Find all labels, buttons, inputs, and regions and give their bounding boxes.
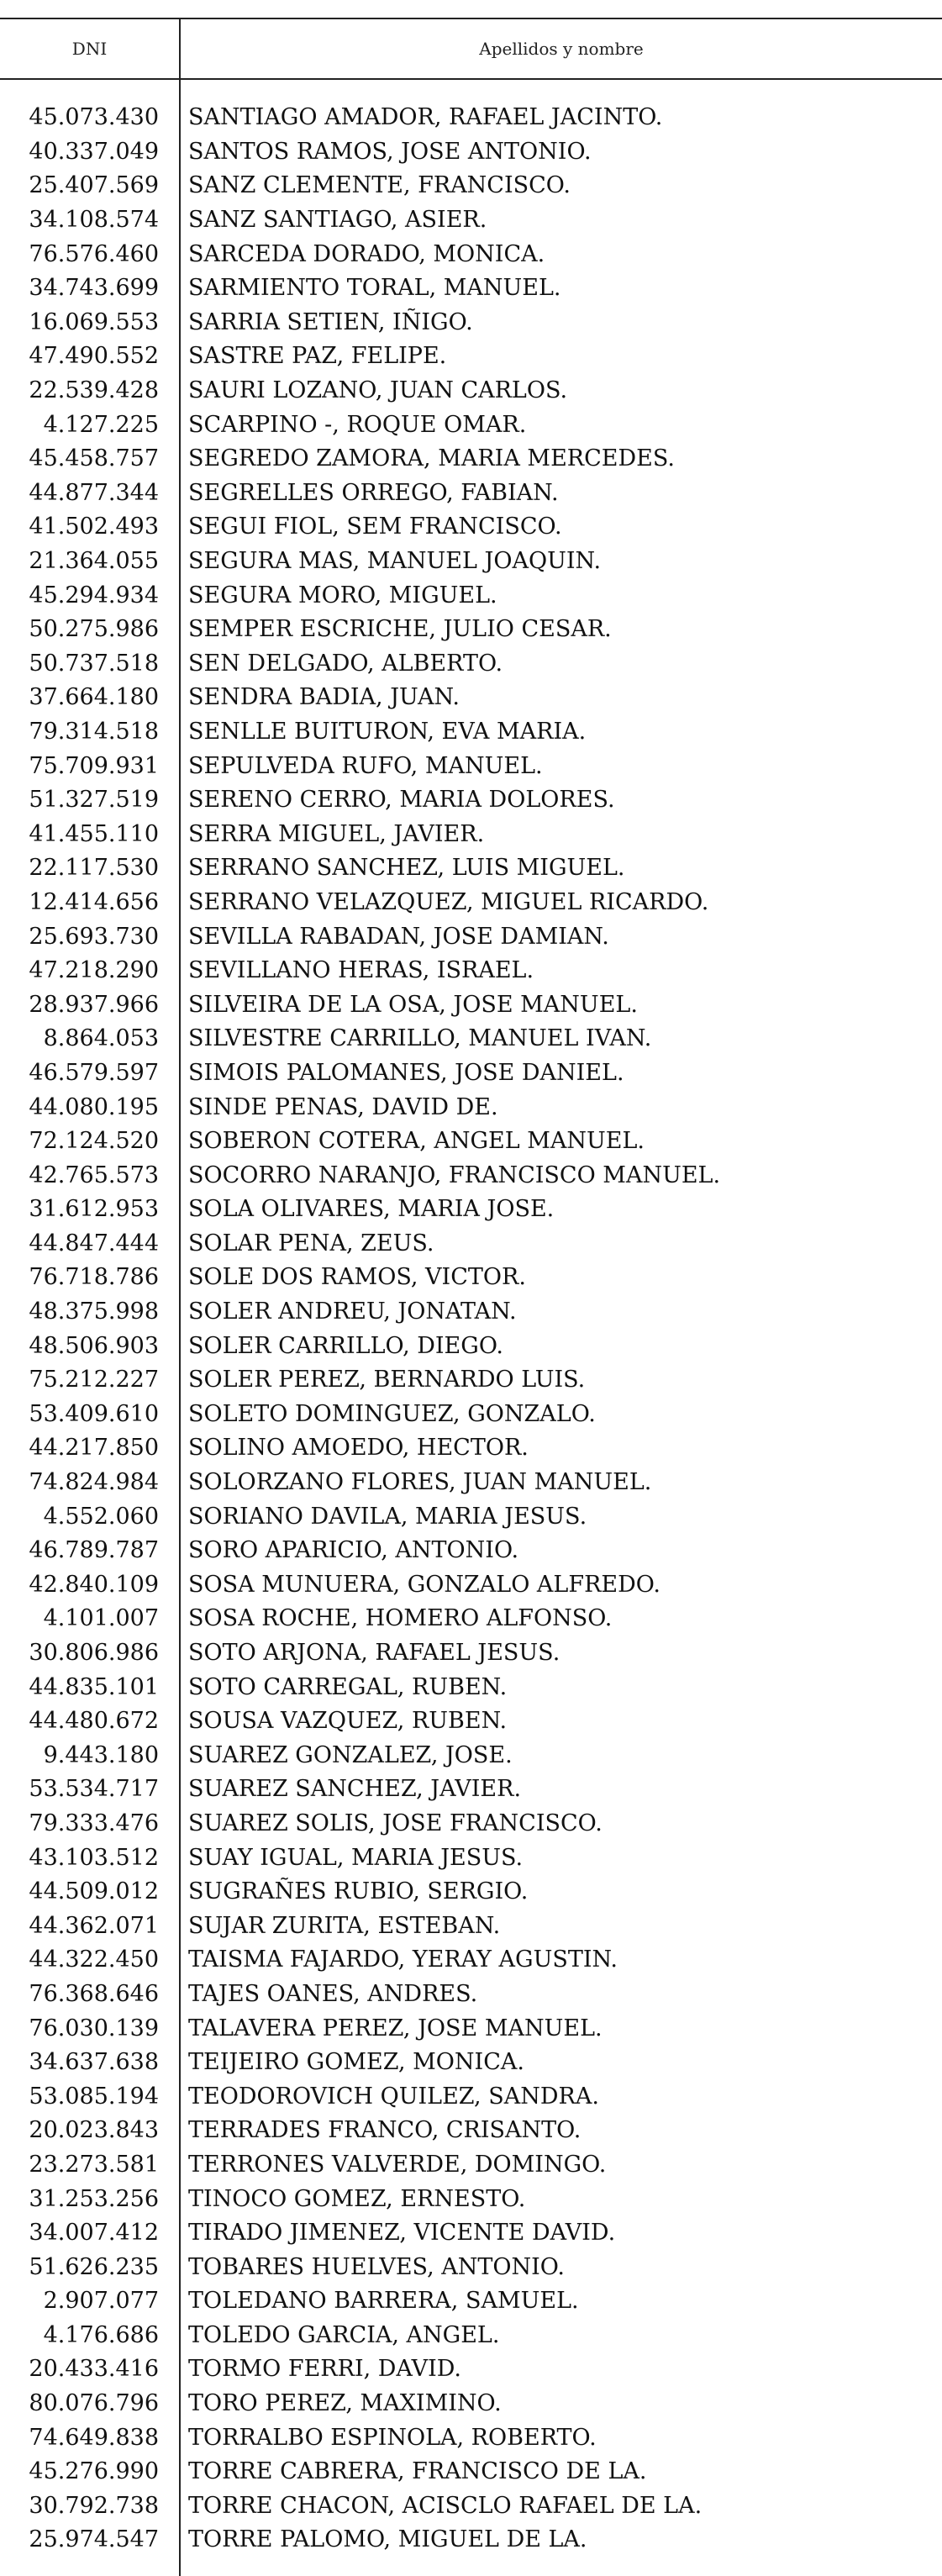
table-row xyxy=(0,2046,942,2080)
table-row xyxy=(0,1158,942,1193)
row-name: TORRE CABRERA, FRANCISCO DE LA. xyxy=(188,2458,647,2485)
table-row xyxy=(0,1022,942,1056)
table-body xyxy=(0,101,942,2558)
table-header-rule xyxy=(0,78,942,80)
table-row xyxy=(0,681,942,715)
header-dni: DNI xyxy=(71,38,108,59)
table-row xyxy=(0,408,942,442)
row-dni: 4.552.060 xyxy=(43,1503,159,1530)
row-name: SERENO CERRO, MARIA DOLORES. xyxy=(188,787,615,814)
table-row xyxy=(0,886,942,920)
row-dni: 51.327.519 xyxy=(29,787,159,814)
row-dni: 76.030.139 xyxy=(29,2015,159,2041)
table-row xyxy=(0,1739,942,1773)
row-dni: 48.375.998 xyxy=(29,1299,159,1325)
row-name: SORIANO DAVILA, MARIA JESUS. xyxy=(188,1503,587,1530)
row-name: SUAREZ SANCHEZ, JAVIER. xyxy=(188,1776,522,1803)
table-row xyxy=(0,613,942,647)
row-dni: 30.792.738 xyxy=(29,2492,159,2519)
table-row xyxy=(0,1807,942,1841)
row-dni: 4.101.007 xyxy=(43,1605,159,1632)
row-dni: 25.407.569 xyxy=(29,172,159,199)
row-dni: 45.294.934 xyxy=(29,582,159,608)
row-dni: 22.117.530 xyxy=(29,855,159,882)
row-name: SILVEIRA DE LA OSA, JOSE MANUEL. xyxy=(188,991,638,1018)
row-name: SEPULVEDA RUFO, MANUEL. xyxy=(188,752,543,779)
row-dni: 31.612.953 xyxy=(29,1196,159,1223)
row-name: TOBARES HUELVES, ANTONIO. xyxy=(188,2253,565,2280)
row-name: SANZ CLEMENTE, FRANCISCO. xyxy=(188,172,571,199)
table-row xyxy=(0,851,942,886)
row-dni: 44.217.850 xyxy=(29,1435,159,1462)
table-row xyxy=(0,817,942,851)
row-dni: 48.506.903 xyxy=(29,1332,159,1359)
row-dni: 74.824.984 xyxy=(29,1469,159,1496)
table-row xyxy=(0,2148,942,2183)
row-name: SEMPER ESCRICHE, JULIO CESAR. xyxy=(188,616,612,643)
table-row xyxy=(0,135,942,170)
row-name: SARMIENTO TORAL, MANUEL. xyxy=(188,275,561,302)
row-dni: 37.664.180 xyxy=(29,684,159,711)
table-row xyxy=(0,2455,942,2489)
row-name: TAISMA FAJARDO, YERAY AGUSTIN. xyxy=(188,1946,618,1973)
row-dni: 45.458.757 xyxy=(29,445,159,472)
table-row xyxy=(0,1227,942,1262)
row-name: SOLER ANDREU, JONATAN. xyxy=(188,1299,517,1325)
row-dni: 44.877.344 xyxy=(29,479,159,506)
row-dni: 76.368.646 xyxy=(29,1980,159,2007)
row-name: TALAVERA PEREZ, JOSE MANUEL. xyxy=(188,2015,603,2041)
row-dni: 2.907.077 xyxy=(43,2288,159,2315)
table-row xyxy=(0,545,942,579)
table-row xyxy=(0,374,942,408)
table-row xyxy=(0,1568,942,1603)
row-dni: 41.502.493 xyxy=(29,514,159,540)
row-name: SARRIA SETIEN, IÑIGO. xyxy=(188,308,473,335)
row-name: SOLA OLIVARES, MARIA JOSE. xyxy=(188,1196,555,1223)
table-row xyxy=(0,1704,942,1739)
row-dni: 75.709.931 xyxy=(29,752,159,779)
table-row xyxy=(0,271,942,306)
table-row xyxy=(0,1773,942,1807)
row-dni: 8.864.053 xyxy=(43,1025,159,1052)
row-name: SEVILLA RABADAN, JOSE DAMIAN. xyxy=(188,923,609,950)
row-name: TINOCO GOMEZ, ERNESTO. xyxy=(188,2185,526,2212)
row-name: SOLORZANO FLORES, JUAN MANUEL. xyxy=(188,1469,652,1496)
row-dni: 47.218.290 xyxy=(29,957,159,984)
table-row xyxy=(0,2284,942,2319)
row-name: SIMOIS PALOMANES, JOSE DANIEL. xyxy=(188,1059,624,1086)
table-row xyxy=(0,1875,942,1910)
table-row xyxy=(0,2489,942,2524)
row-name: TERRONES VALVERDE, DOMINGO. xyxy=(188,2151,607,2178)
row-name: SOBERON COTERA, ANGEL MANUEL. xyxy=(188,1128,645,1155)
row-name: SERRANO SANCHEZ, LUIS MIGUEL. xyxy=(188,855,625,882)
table-row xyxy=(0,1636,942,1671)
table-row xyxy=(0,1193,942,1227)
row-dni: 45.276.990 xyxy=(29,2458,159,2485)
row-name: TEIJEIRO GOMEZ, MONICA. xyxy=(188,2049,524,2076)
table-row xyxy=(0,1670,942,1704)
row-name: SEGURA MORO, MIGUEL. xyxy=(188,582,497,608)
row-dni: 47.490.552 xyxy=(29,343,159,370)
row-name: SUAY IGUAL, MARIA JESUS. xyxy=(188,1844,524,1871)
row-name: SEGRELLES ORREGO, FABIAN. xyxy=(188,479,559,506)
table-row xyxy=(0,1125,942,1159)
row-name: SAURI LOZANO, JUAN CARLOS. xyxy=(188,377,568,404)
row-dni: 16.069.553 xyxy=(29,308,159,335)
row-dni: 30.806.986 xyxy=(29,1640,159,1667)
table-row xyxy=(0,477,942,511)
table-row xyxy=(0,1943,942,1978)
row-dni: 44.835.101 xyxy=(29,1673,159,1700)
row-dni: 46.579.597 xyxy=(29,1059,159,1086)
row-name: SUAREZ GONZALEZ, JOSE. xyxy=(188,1741,513,1768)
row-dni: 25.693.730 xyxy=(29,923,159,950)
row-name: SOSA MUNUERA, GONZALO ALFREDO. xyxy=(188,1571,660,1598)
row-dni: 12.414.656 xyxy=(29,888,159,915)
row-name: SUGRAÑES RUBIO, SERGIO. xyxy=(188,1878,529,1905)
row-dni: 23.273.581 xyxy=(29,2151,159,2178)
row-name: SANZ SANTIAGO, ASIER. xyxy=(188,207,487,234)
row-dni: 9.443.180 xyxy=(43,1741,159,1768)
row-dni: 4.176.686 xyxy=(43,2321,159,2348)
row-dni: 44.322.450 xyxy=(29,1946,159,1973)
row-name: SILVESTRE CARRILLO, MANUEL IVAN. xyxy=(188,1025,652,1052)
table-row xyxy=(0,510,942,545)
row-dni: 44.480.672 xyxy=(29,1708,159,1735)
row-name: TORMO FERRI, DAVID. xyxy=(188,2356,462,2383)
table-row xyxy=(0,749,942,783)
row-dni: 22.539.428 xyxy=(29,377,159,404)
table-row xyxy=(0,2319,942,2353)
row-name: SEGUI FIOL, SEM FRANCISCO. xyxy=(188,514,562,540)
row-name: SEGURA MAS, MANUEL JOAQUIN. xyxy=(188,548,602,575)
table-row xyxy=(0,647,942,682)
row-name: SENDRA BADIA, JUAN. xyxy=(188,684,460,711)
row-dni: 41.455.110 xyxy=(29,820,159,847)
header-name: Apellidos y nombre xyxy=(479,38,644,59)
row-dni: 34.743.699 xyxy=(29,275,159,302)
table-row xyxy=(0,1329,942,1363)
row-dni: 72.124.520 xyxy=(29,1128,159,1155)
row-dni: 4.127.225 xyxy=(43,411,159,438)
table-row xyxy=(0,442,942,477)
table-row xyxy=(0,1261,942,1295)
table-row xyxy=(0,919,942,954)
table-row xyxy=(0,2421,942,2455)
table-row xyxy=(0,1431,942,1466)
table-row xyxy=(0,2011,942,2046)
row-dni: 53.534.717 xyxy=(29,1776,159,1803)
row-name: SOCORRO NARANJO, FRANCISCO MANUEL. xyxy=(188,1162,721,1188)
row-name: TIRADO JIMENEZ, VICENTE DAVID. xyxy=(188,2220,616,2247)
table-row xyxy=(0,1978,942,2012)
row-name: SANTIAGO AMADOR, RAFAEL JACINTO. xyxy=(188,104,663,131)
row-name: SCARPINO -, ROQUE OMAR. xyxy=(188,411,527,438)
row-dni: 50.275.986 xyxy=(29,616,159,643)
table-row xyxy=(0,1090,942,1125)
table-row xyxy=(0,340,942,374)
row-dni: 76.718.786 xyxy=(29,1264,159,1291)
row-name: SOLAR PENA, ZEUS. xyxy=(188,1230,434,1256)
row-dni: 34.108.574 xyxy=(29,207,159,234)
row-dni: 43.103.512 xyxy=(29,1844,159,1871)
row-dni: 76.576.460 xyxy=(29,240,159,267)
table-row xyxy=(0,1295,942,1330)
table-row xyxy=(0,2114,942,2148)
table-row xyxy=(0,2352,942,2387)
row-dni: 80.076.796 xyxy=(29,2390,159,2417)
row-dni: 53.409.610 xyxy=(29,1400,159,1427)
row-dni: 45.073.430 xyxy=(29,104,159,131)
row-name: SENLLE BUITURON, EVA MARIA. xyxy=(188,718,587,745)
row-dni: 44.080.195 xyxy=(29,1093,159,1120)
row-name: TORRE PALOMO, MIGUEL DE LA. xyxy=(188,2526,587,2553)
table-row xyxy=(0,2387,942,2421)
table-row xyxy=(0,2523,942,2558)
table-row xyxy=(0,783,942,818)
row-dni: 34.637.638 xyxy=(29,2049,159,2076)
row-name: TOLEDO GARCIA, ANGEL. xyxy=(188,2321,500,2348)
table-row xyxy=(0,1466,942,1500)
row-dni: 20.433.416 xyxy=(29,2356,159,2383)
row-name: TORO PEREZ, MAXIMINO. xyxy=(188,2390,502,2417)
row-dni: 44.509.012 xyxy=(29,1878,159,1905)
row-name: SOLINO AMOEDO, HECTOR. xyxy=(188,1435,529,1462)
table-row xyxy=(0,1398,942,1432)
row-name: SOLER CARRILLO, DIEGO. xyxy=(188,1332,503,1359)
table-row xyxy=(0,954,942,988)
row-name: SOTO ARJONA, RAFAEL JESUS. xyxy=(188,1640,560,1667)
row-dni: 28.937.966 xyxy=(29,991,159,1018)
table-row xyxy=(0,203,942,238)
row-dni: 25.974.547 xyxy=(29,2526,159,2553)
row-dni: 34.007.412 xyxy=(29,2220,159,2247)
row-name: SEN DELGADO, ALBERTO. xyxy=(188,650,503,677)
table-row xyxy=(0,169,942,203)
row-name: SUJAR ZURITA, ESTEBAN. xyxy=(188,1912,501,1939)
row-name: SUAREZ SOLIS, JOSE FRANCISCO. xyxy=(188,1810,603,1836)
row-name: SOLETO DOMINGUEZ, GONZALO. xyxy=(188,1400,596,1427)
row-name: SASTRE PAZ, FELIPE. xyxy=(188,343,447,370)
row-name: TORRALBO ESPINOLA, ROBERTO. xyxy=(188,2424,597,2451)
table-row xyxy=(0,1841,942,1875)
row-name: SINDE PENAS, DAVID DE. xyxy=(188,1093,498,1120)
table-row xyxy=(0,2250,942,2284)
row-dni: 42.840.109 xyxy=(29,1571,159,1598)
table-row xyxy=(0,1534,942,1568)
table-row xyxy=(0,988,942,1022)
table-row xyxy=(0,2216,942,2251)
row-dni: 44.847.444 xyxy=(29,1230,159,1256)
row-name: SORO APARICIO, ANTONIO. xyxy=(188,1537,519,1564)
row-name: SOLER PEREZ, BERNARDO LUIS. xyxy=(188,1367,586,1393)
table-row xyxy=(0,101,942,135)
row-dni: 50.737.518 xyxy=(29,650,159,677)
table-row xyxy=(0,2182,942,2216)
row-name: SOSA ROCHE, HOMERO ALFONSO. xyxy=(188,1605,613,1632)
row-name: SERRA MIGUEL, JAVIER. xyxy=(188,820,485,847)
row-name: SANTOS RAMOS, JOSE ANTONIO. xyxy=(188,138,592,165)
row-name: TOLEDANO BARRERA, SAMUEL. xyxy=(188,2288,579,2315)
row-name: TEODOROVICH QUILEZ, SANDRA. xyxy=(188,2083,599,2110)
row-name: SOLE DOS RAMOS, VICTOR. xyxy=(188,1264,526,1291)
row-dni: 75.212.227 xyxy=(29,1367,159,1393)
row-name: SEGREDO ZAMORA, MARIA MERCEDES. xyxy=(188,445,675,472)
table-row xyxy=(0,1602,942,1636)
row-name: SOTO CARREGAL, RUBEN. xyxy=(188,1673,508,1700)
row-name: SERRANO VELAZQUEZ, MIGUEL RICARDO. xyxy=(188,888,709,915)
row-name: TAJES OANES, ANDRES. xyxy=(188,1980,478,2007)
row-dni: 21.364.055 xyxy=(29,548,159,575)
row-name: SARCEDA DORADO, MONICA. xyxy=(188,240,545,267)
table-row xyxy=(0,1056,942,1091)
row-dni: 20.023.843 xyxy=(29,2117,159,2144)
row-dni: 79.314.518 xyxy=(29,718,159,745)
row-name: TORRE CHACON, ACISCLO RAFAEL DE LA. xyxy=(188,2492,703,2519)
table-row xyxy=(0,237,942,271)
table-row xyxy=(0,306,942,340)
row-dni: 40.337.049 xyxy=(29,138,159,165)
row-name: SOUSA VAZQUEZ, RUBEN. xyxy=(188,1708,508,1735)
table-row xyxy=(0,1363,942,1398)
table-row xyxy=(0,715,942,750)
row-dni: 51.626.235 xyxy=(29,2253,159,2280)
row-dni: 44.362.071 xyxy=(29,1912,159,1939)
row-dni: 42.765.573 xyxy=(29,1162,159,1188)
table-row xyxy=(0,1499,942,1534)
row-name: SEVILLANO HERAS, ISRAEL. xyxy=(188,957,534,984)
row-dni: 79.333.476 xyxy=(29,1810,159,1836)
row-dni: 46.789.787 xyxy=(29,1537,159,1564)
row-dni: 31.253.256 xyxy=(29,2185,159,2212)
row-name: TERRADES FRANCO, CRISANTO. xyxy=(188,2117,582,2144)
table-row xyxy=(0,1909,942,1943)
table-row xyxy=(0,2079,942,2114)
row-dni: 74.649.838 xyxy=(29,2424,159,2451)
table-row xyxy=(0,578,942,613)
row-dni: 53.085.194 xyxy=(29,2083,159,2110)
